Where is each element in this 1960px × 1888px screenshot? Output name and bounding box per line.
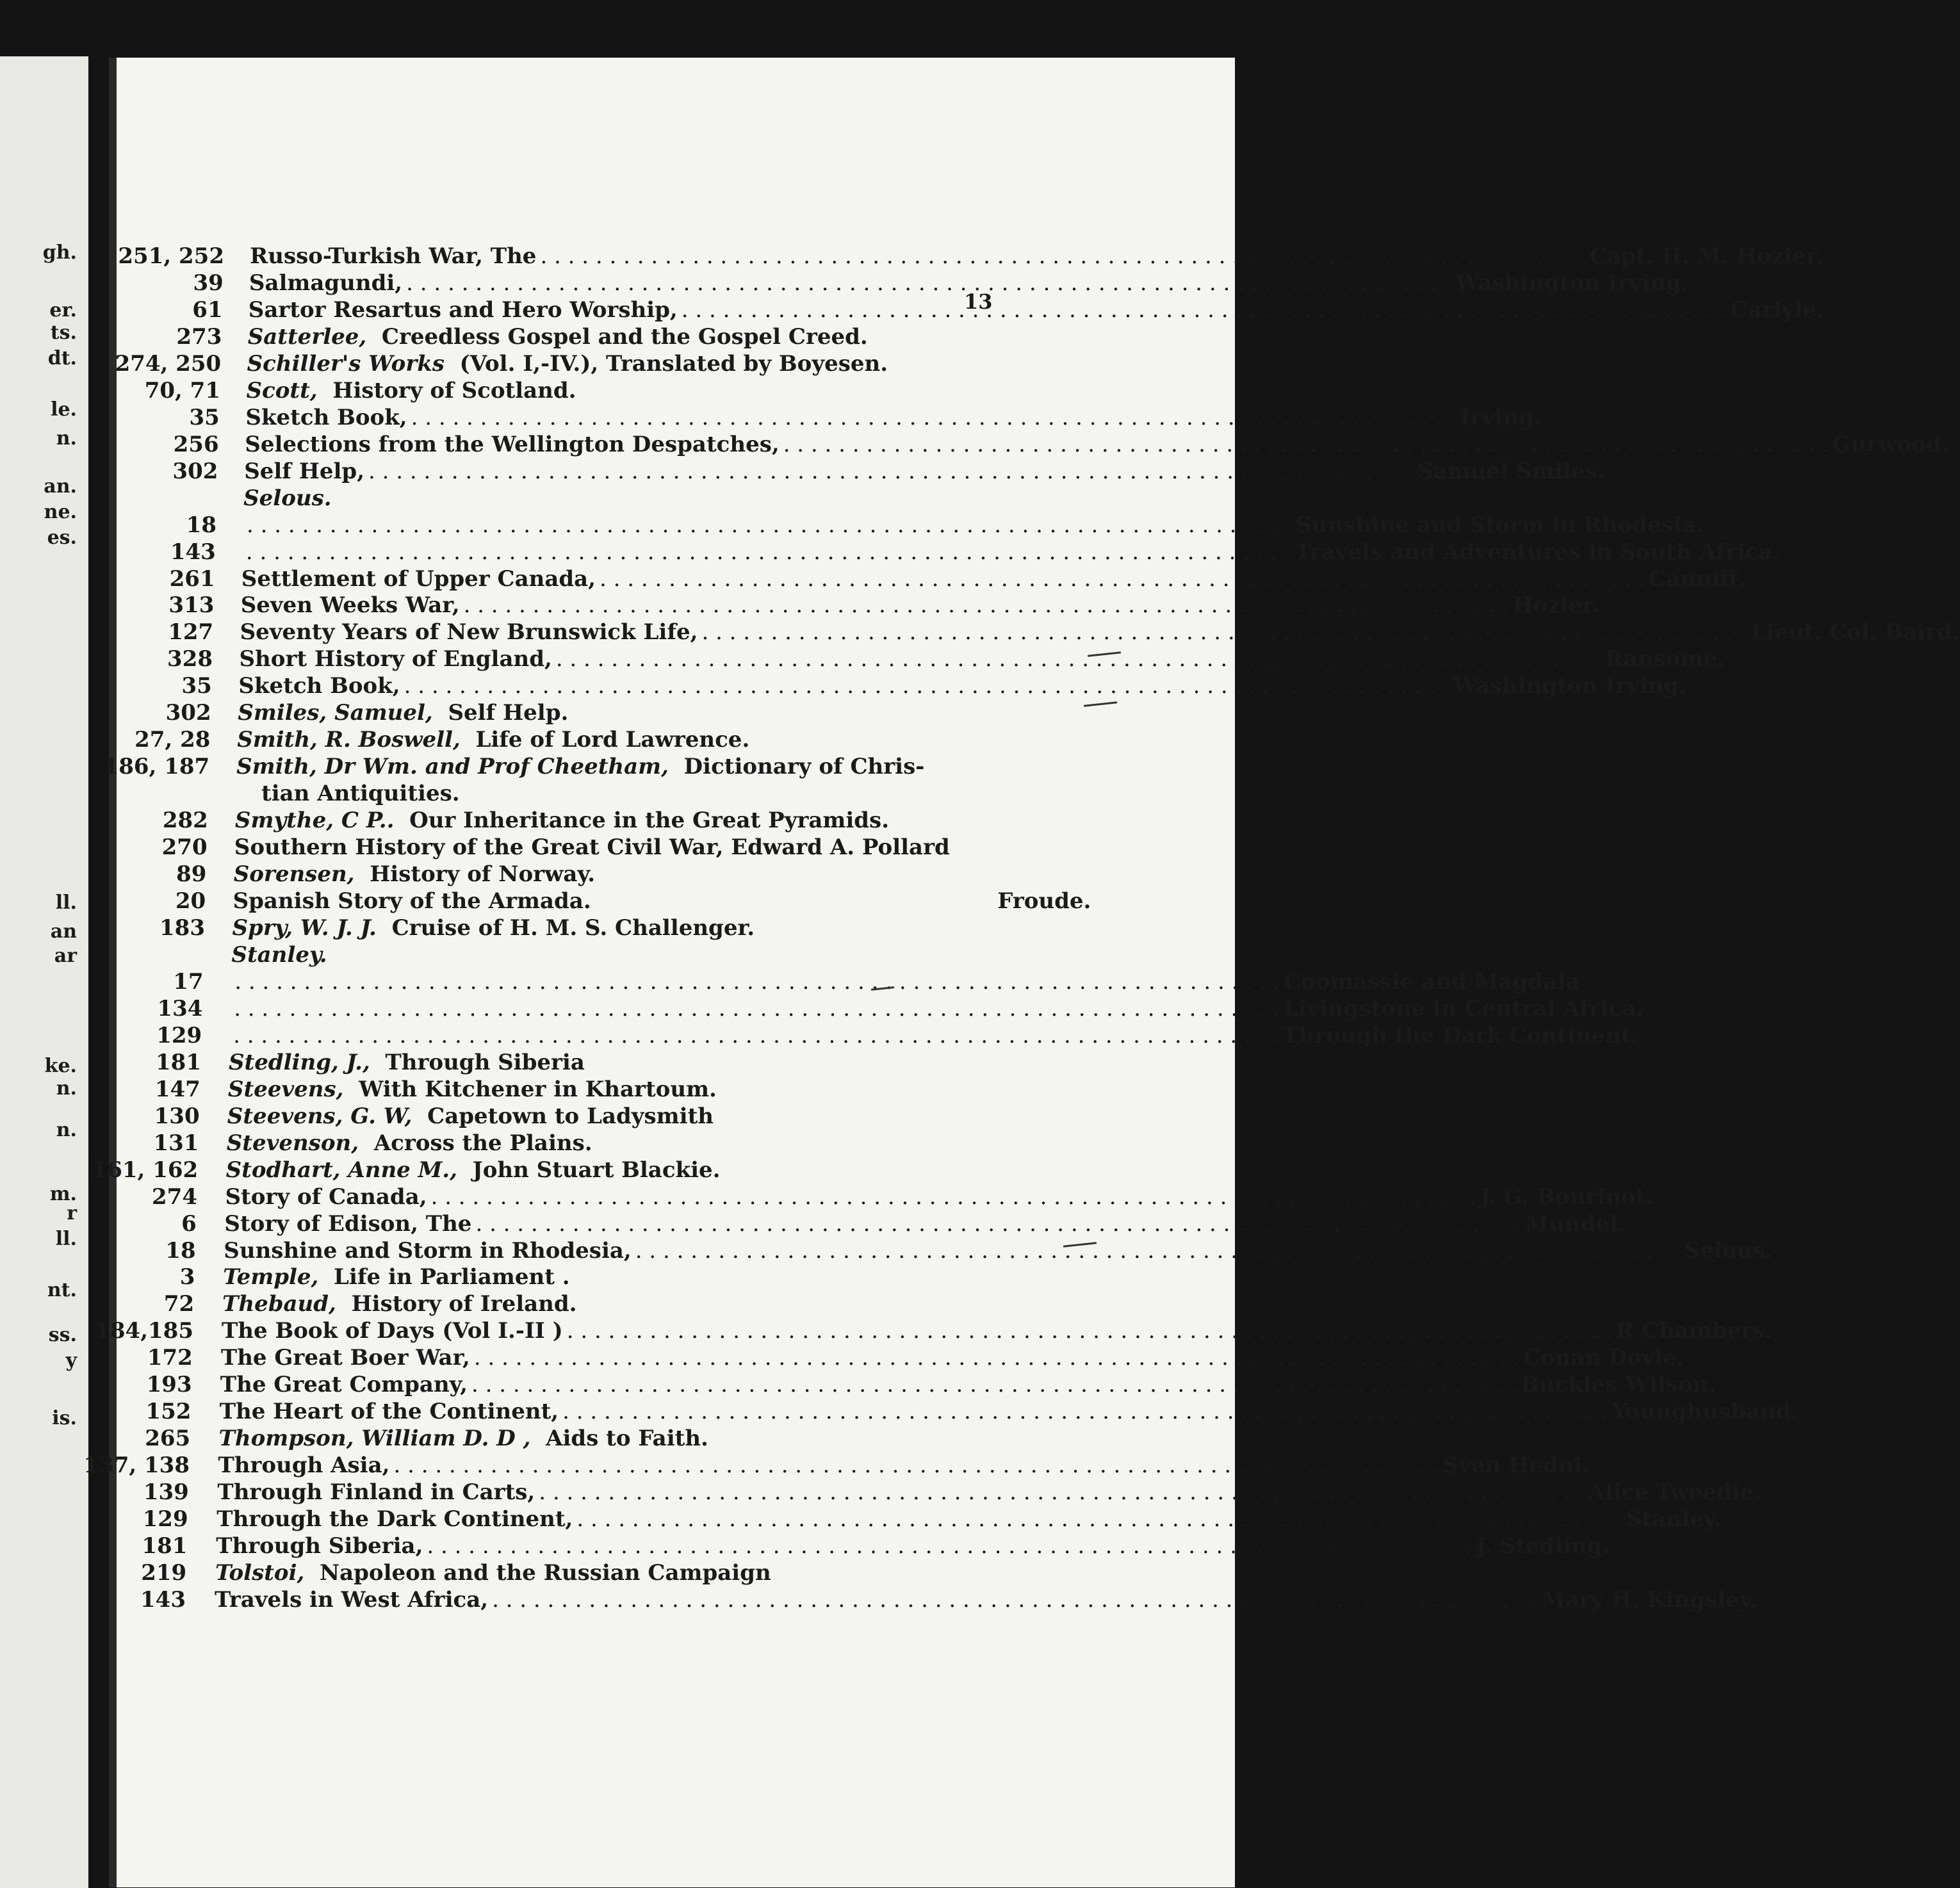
entry-number: 161, 162 [92,1157,199,1183]
entry-number: 256 [173,431,219,457]
entry-author-right: R Chambers. [1615,1318,1772,1344]
entry-text [234,861,1092,887]
entry-text [234,834,1092,860]
entry-number: 27, 28 [135,727,211,753]
entry-title: Short History of England, [239,646,552,672]
page-number: 13 [964,289,993,314]
entry-number: 129 [142,1506,188,1533]
entry-title: The Great Boer War, [220,1345,470,1371]
previous-page-fragment: an [50,920,77,943]
entry-author-right: Capt. H. M. Hozier. [1589,243,1824,269]
dot-leader [231,969,1284,995]
dot-leader [573,1506,1626,1532]
entry-title: Sketch Book, [245,404,407,430]
catalogue-entry [109,1345,1685,1371]
entry-title: Sunshine and Storm in Rhodesia. [1295,512,1704,538]
catalogue-entry [95,1318,1772,1344]
entry-author-right: Samuel Smiles. [1417,458,1605,484]
entry-title: Russo-Turkish War, The [250,243,537,269]
entry-author-right: Ransome. [1605,646,1725,672]
catalogue-entry [109,1291,1235,1317]
entry-title: Settlement of Upper Canada, [241,566,596,592]
entry-author: Smith, Dr Wm. and Prof Cheetham, [236,754,684,780]
entry-text [248,324,1104,350]
entry-title: Across the Plains. [373,1130,592,1156]
dot-leader [407,405,1460,430]
entry-title: Seven Weeks War, [240,592,460,619]
entry-author-right: Canniff. [1648,566,1746,592]
entry-number: 193 [146,1372,192,1398]
entry-author: Smith, R. Boswell, [237,727,476,753]
dot-leader [364,459,1417,484]
entry-author-right: Stanley. [1626,1506,1722,1533]
entry-text [216,1506,1722,1533]
entry-number: 251, 252 [118,243,224,269]
catalogue-entry [109,458,1605,484]
entry-number: 35 [189,404,220,430]
catalogue-entry [109,1426,1235,1451]
entry-text [226,1157,1086,1183]
entry-number: 282 [162,808,208,834]
entry-title: Through Siberia, [216,1533,423,1559]
entry-title: Coomassie and Magdala [1284,968,1580,995]
entry-number: 261 [169,566,215,592]
catalogue-entry [109,539,1780,565]
entry-number: 70, 71 [144,377,220,403]
entry-title: Through the Dark Continent. [1282,1022,1639,1048]
entry-title: Sartor Resartus and Hero Worship, [248,297,678,323]
entry-number: 184,185 [95,1318,193,1344]
catalogue-entry [109,646,1725,672]
dot-leader [552,646,1605,672]
entry-text [247,351,1103,377]
entry-author-right: Irving. [1460,404,1542,430]
entry-title: Salmagundi, [249,270,403,296]
entry-title: History of Scotland. [332,377,576,403]
entry-title: (Vol. I,-IV.), Translated by Boyesen. [459,350,888,377]
entry-author-right: Washington Irving. [1455,270,1689,296]
previous-page-fragment: ss. [48,1324,77,1346]
catalogue-entry [109,1587,1758,1613]
previous-page-fragment: dt. [47,347,77,370]
previous-page-fragment: n. [56,427,77,450]
catalogue-entry [109,700,1235,726]
entry-author: Smythe, C P.. [234,808,410,834]
entry-number: 6 [181,1210,197,1237]
catalogue-entries [83,58,1960,1887]
entry-number: 270 [161,834,208,861]
catalogue-entry [109,1022,1639,1048]
dot-leader [471,1211,1524,1237]
entry-title: Through Asia, [218,1453,390,1479]
entry-author: Satterlee, [247,323,382,350]
entry-author-right: J. Stedling. [1476,1533,1610,1559]
catalogue-entry [109,243,1824,269]
dot-leader [427,1184,1480,1210]
catalogue-entry [109,378,1235,403]
entry-number: 89 [176,861,207,888]
entry-text [217,1479,1761,1506]
entry-text [243,485,1100,511]
entry-author-right: Lieut. Col. Baird. [1751,619,1960,646]
entry-number: 181 [142,1533,188,1559]
entry-number: 273 [176,323,222,350]
entry-title: Through the Dark Continent, [216,1506,573,1533]
entry-author: Stodhart, Anne M., [225,1157,473,1183]
catalogue-entry [109,485,1235,511]
entry-title: Dictionary of Chris- [683,754,925,780]
entry-title: John Stuart Blackie. [472,1157,721,1183]
entry-title: Napoleon and the Russian Campaign [320,1560,771,1586]
entry-title: Self Help. [448,700,569,726]
entry-text [241,566,1746,592]
entry-author: Steevens, [227,1076,359,1102]
catalogue-entry [109,1506,1722,1533]
entry-number: 3 [179,1264,195,1290]
previous-page-fragment: er. [49,299,77,321]
entry-number: 147 [154,1076,200,1102]
entry-number: 152 [145,1399,192,1425]
entry-number: 72 [163,1291,195,1317]
entry-text [216,1533,1610,1559]
entry-title: Selections from the Wellington Despatches, [245,431,780,457]
previous-page-fragment: an. [44,475,77,498]
entry-text [219,1399,1799,1425]
previous-page-fragment: y [65,1349,77,1372]
entry-number: 17 [173,968,204,995]
catalogue-entry [109,1103,1235,1129]
entry-title: Story of Canada, [225,1184,427,1210]
previous-page-fragment: r [67,1202,77,1225]
entry-number: 61 [192,297,223,323]
catalogue-entry [109,270,1689,296]
entry-author: Tolstoi, [215,1560,320,1586]
entry-text [228,1077,1087,1102]
previous-page-fragment: ke. [44,1055,77,1077]
entry-author-right: Alice Tweedie. [1588,1479,1761,1506]
entry-text [227,1130,1086,1156]
entry-title: Southern History of the Great Civil War, Edward A. Pollard [234,834,950,861]
dot-leader [536,243,1589,269]
entry-author-right: Mary H. Kingsley. [1541,1587,1758,1613]
catalogue-entry [109,1184,1654,1210]
entry-number: 137, 138 [83,1453,190,1479]
entry-author: Thompson, William D. D , [218,1426,546,1452]
entry-text [238,673,1686,699]
catalogue-entry [109,915,1235,941]
entry-number: 18 [165,1237,196,1264]
entry-author: Smiles, Samuel, [238,700,448,726]
catalogue-entry [109,888,1235,914]
entry-number: 39 [193,270,224,296]
dot-leader [488,1587,1541,1613]
dot-leader [678,297,1731,323]
entry-number: 183 [159,915,205,941]
catalogue-entry [109,431,1949,457]
dot-leader [423,1533,1476,1559]
entry-text [242,539,1780,565]
entry-number: 181 [156,1049,201,1075]
entry-text [240,619,1960,646]
entry-text [245,431,1949,457]
entry-title: Livingstone in Central Africa. [1283,995,1644,1021]
entry-title: History of Ireland. [351,1291,577,1317]
entry-number: 127 [168,619,214,646]
previous-page-edge [0,56,88,1888]
catalogue-entry [109,1264,1235,1290]
entry-text [240,592,1599,619]
previous-page-fragment: gh. [42,241,77,264]
catalogue-entry [109,995,1644,1021]
entry-title: Travels and Adventures in South Africa. [1294,539,1780,565]
entry-text [215,1560,1077,1586]
entry-author: Selous. [243,485,332,511]
catalogue-entry [103,754,1235,780]
catalogue-entry [109,1479,1761,1506]
dot-leader [389,1453,1442,1478]
entry-number: 139 [143,1479,189,1506]
entry-title: Life of Lord Lawrence. [475,727,750,753]
catalogue-entry [109,1130,1235,1156]
entry-author: Steevens, G. W, [227,1103,428,1129]
dot-leader [242,539,1295,565]
dot-leader [243,512,1296,538]
entry-author-right: Conan Doyle. [1523,1345,1685,1371]
entry-title: Travels in West Africa, [215,1587,489,1613]
entry-number: 131 [153,1130,199,1156]
catalogue-entry [109,1372,1717,1398]
entry-author: Stevenson, [226,1130,374,1156]
entry-number: 274, 250 [115,350,222,377]
entry-text [227,1103,1086,1129]
entry-number: 186, 187 [103,754,210,780]
dot-leader [229,1023,1282,1048]
entry-text [220,1345,1685,1371]
entry-text [237,727,1095,753]
catalogue-entry [109,592,1599,619]
entry-author: Stedling, J., [229,1049,386,1075]
dot-leader [559,1399,1612,1424]
entry-text [233,888,1091,914]
entry-number: 274 [152,1184,197,1210]
entry-author-right: Gurwood. [1832,431,1949,457]
dot-leader [596,566,1649,592]
entry-author-right: Hozier. [1512,592,1599,619]
entry-number: 35 [181,673,212,699]
catalogue-entry [109,968,1580,995]
catalogue-entry [109,781,1235,806]
entry-title: Creedless Gospel and the Gospel Creed. [381,323,868,350]
entry-title: Story of Edison, The [224,1210,472,1237]
dot-leader [402,270,1455,296]
entry-author-right: Sven Hedni. [1442,1453,1590,1479]
catalogue-entry [109,1399,1799,1425]
previous-page-fragment: le. [51,398,77,421]
entry-author-right: Buckles Wilson. [1520,1372,1717,1398]
entry-author-right: Carlyle. [1730,297,1824,323]
catalogue-entry [109,942,1235,968]
catalogue-entry [109,727,1235,753]
catalogue-entry [109,1237,1773,1264]
entry-text [244,458,1605,484]
entry-title: Life in Parliament . [334,1264,570,1290]
entry-text [225,1184,1654,1210]
entry-title: Seventy Years of New Brunswick Life, [240,619,698,646]
catalogue-entry [109,808,1235,833]
entry-text [220,1372,1717,1398]
dot-leader [563,1318,1616,1344]
entry-number: 20 [175,888,206,915]
entry-title: The Heart of the Continent, [219,1399,559,1425]
entry-number: 313 [168,592,215,619]
entry-title: Cruise of H. M. S. Challenger. [391,915,755,941]
entry-text [235,808,1093,833]
entry-text [243,512,1704,538]
entry-text [236,754,1094,779]
entry-text [224,1210,1626,1237]
entry-author-right: Selous. [1684,1237,1773,1264]
entry-text [248,297,1824,323]
catalogue-entry [109,324,1235,350]
entry-title: Sunshine and Storm in Rhodesia, [224,1237,632,1264]
previous-page-fragment: m. [49,1183,77,1205]
entry-author-right: Mundel. [1524,1210,1626,1237]
entry-text [249,270,1689,296]
entry-author: Sorensen, [233,861,370,888]
entry-title: Spanish Story of the Armada. [233,888,591,915]
dot-leader [460,592,1513,618]
catalogue-entry [109,351,1235,377]
catalogue-entry [109,1050,1235,1075]
dot-leader [632,1238,1685,1264]
entry-title: Sketch Book, [238,673,400,699]
entry-author: Thebaud, [222,1291,352,1317]
entry-author-right: Froude. [997,888,1091,915]
catalogue-entry [109,1560,1235,1586]
entry-author-right: Washington Irving. [1453,673,1686,699]
entry-text [261,781,1093,806]
previous-page-fragment: ar [54,945,77,967]
entry-text [247,378,1102,403]
entry-text [222,1318,1772,1344]
catalogue-entry [109,1210,1626,1237]
entry-title: Through Finland in Carts, [217,1479,535,1506]
dot-leader [698,619,1751,645]
entry-text [230,995,1644,1021]
entry-text [222,1291,1082,1317]
entry-text [250,243,1824,269]
entry-text [245,404,1542,430]
entry-number: 143 [170,539,216,565]
entry-number: 143 [140,1587,186,1613]
entry-title: History of Norway. [370,861,596,888]
catalogue-entry [109,861,1235,887]
dot-leader [470,1345,1523,1371]
catalogue-entry [109,404,1542,430]
entry-author: Stanley. [231,941,327,968]
entry-text [231,968,1580,995]
catalogue-entry [109,673,1686,699]
entry-title: Capetown to Ladysmith [427,1103,714,1129]
entry-number: 219 [141,1560,187,1586]
catalogue-entry [109,566,1746,592]
previous-page-fragment: ne. [44,501,77,523]
entry-text [231,942,1090,968]
entry-number: 134 [157,995,203,1021]
entry-number: 302 [165,700,211,726]
entry-text [218,1453,1590,1479]
dot-leader [400,673,1453,699]
entry-title: Aids to Faith. [546,1426,708,1452]
catalogue-entry [109,619,1960,646]
catalogue-page [83,58,1960,1887]
entry-title: Our Inheritance in the Great Pyramids. [409,808,890,834]
entry-number: 265 [145,1426,191,1452]
entry-text [224,1237,1773,1264]
previous-page-fragment: ts. [50,321,77,344]
entry-author: Spry, W. J. J. [232,915,392,941]
entry-author: Scott, [246,377,333,403]
dot-leader [535,1479,1588,1505]
entry-title: The Book of Days (Vol I.-II ) [222,1318,563,1344]
entry-title: tian Antiquities. [261,781,460,807]
entry-title: With Kitchener in Khartoum. [359,1076,717,1102]
entry-number: 18 [186,512,216,538]
dot-leader [230,996,1283,1021]
previous-page-fragment: es. [47,526,77,549]
previous-page-fragment: ll. [55,891,77,914]
entry-text [229,1050,1088,1075]
entry-title: The Great Company, [220,1372,468,1398]
entry-text [223,1264,1083,1290]
catalogue-entry [92,1157,1235,1183]
catalogue-entry [109,1077,1235,1102]
entry-author-right: Younghusband. [1612,1399,1799,1425]
previous-page-fragment: nt. [47,1279,77,1301]
dot-leader [468,1372,1521,1397]
dot-leader [780,432,1833,457]
catalogue-entry [109,834,1235,860]
entry-text [215,1587,1758,1613]
entry-text [239,646,1725,672]
entry-author: Schiller's Works [247,350,460,377]
previous-page-fragment: n. [56,1077,77,1100]
entry-number: 302 [172,458,218,484]
previous-page-fragment: n. [56,1119,77,1141]
entry-author: Temple, [223,1264,334,1290]
catalogue-entry [83,1453,1590,1479]
previous-page-fragment: ll. [55,1228,77,1250]
catalogue-entry [109,512,1704,538]
catalogue-entry [109,297,1824,323]
entry-text [219,1426,1080,1451]
entry-number: 328 [167,646,213,672]
entry-author-right: J. G. Bourinot. [1480,1184,1654,1210]
entry-number: 130 [154,1103,200,1129]
entry-number: 172 [147,1345,193,1371]
entry-text [233,915,1091,941]
entry-title: Self Help, [244,458,365,484]
catalogue-entry [109,1533,1610,1559]
previous-page-fragment: is. [52,1407,77,1429]
entry-text [238,700,1095,726]
entry-title: Through Siberia [385,1049,585,1075]
entry-number: 129 [156,1022,202,1048]
entry-text [229,1022,1639,1048]
